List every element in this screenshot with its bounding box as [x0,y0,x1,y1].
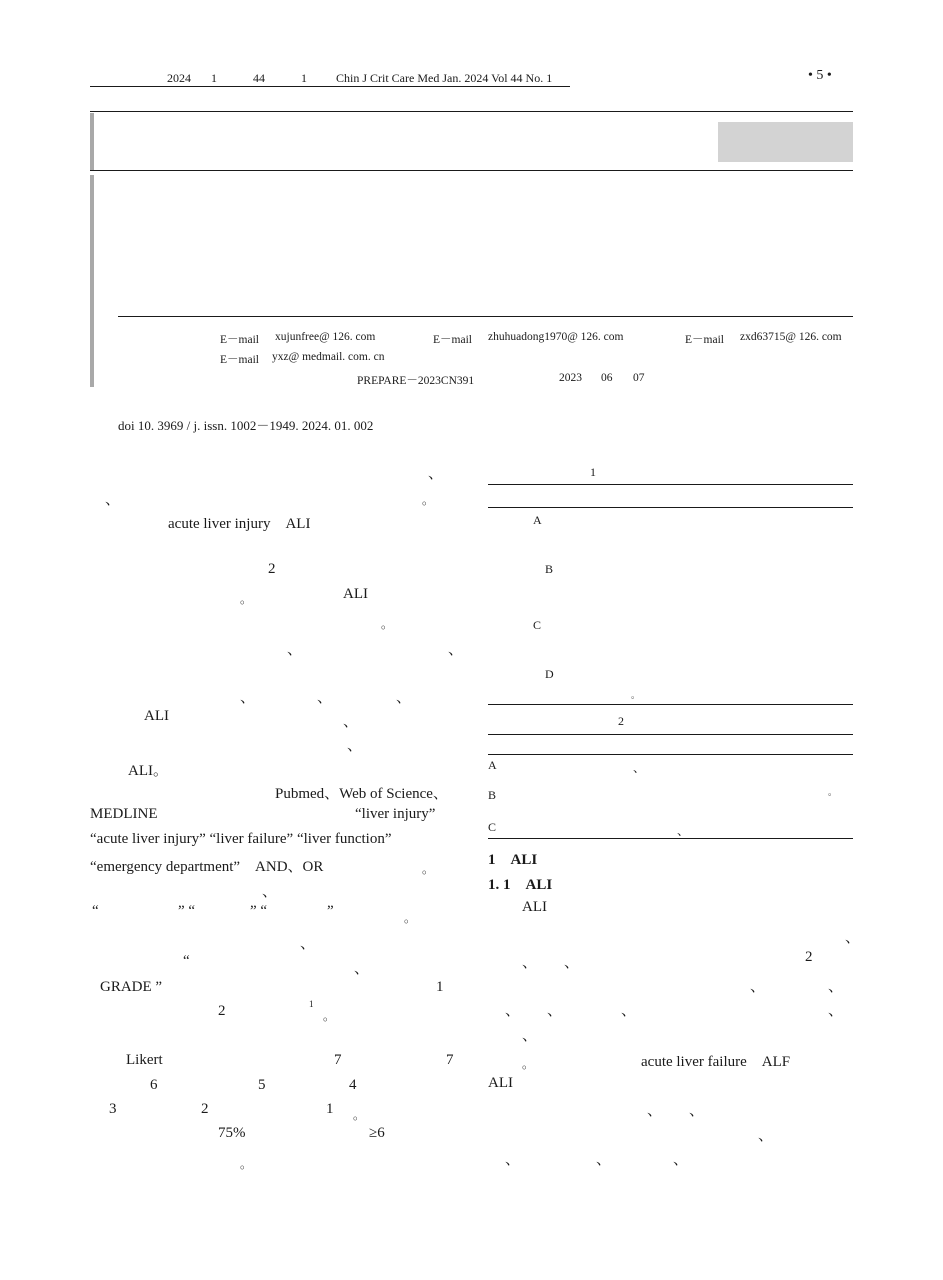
r-marks-8b: 、 [689,1103,705,1119]
l17-q3: ” “ [250,903,268,919]
email-label-3: E－mail [685,334,724,346]
table1-grade-a: A [533,513,542,527]
l4-num: 2 [268,561,276,577]
r-mark-1: 、 [845,930,861,946]
table2-header-rule [488,754,853,755]
l11-ali: ALI。 [128,763,168,779]
header-volume: 44 [253,71,265,85]
table2-level-a: A [488,758,497,772]
l16-mark: 、 [262,884,278,900]
l17-q4: ” [327,903,334,919]
email-4: yxz@ medmail. com. cn [272,351,385,363]
term-acute-liver-failure: acute liver failure ALF [641,1054,791,1070]
r-marks-10b: 、 [596,1152,612,1168]
l19-mark: 、 [354,961,370,977]
header-page-number: • 5 • [808,68,832,83]
r-marks-10c: 、 [673,1152,689,1168]
l23-n3: 4 [349,1077,357,1093]
r-marks-8a: 、 [647,1103,663,1119]
l8-mark-b: 、 [317,690,333,706]
article-type-box [718,122,853,162]
r-marks-4c: 、 [621,1003,637,1019]
l5-ali: ALI [343,586,368,602]
table1-mark: 。 [631,690,641,700]
header-journal: Chin J Crit Care Med Jan. 2024 Vol 44 No. 1 [336,71,553,85]
l22-n2: 7 [446,1052,454,1068]
header-rule [90,86,570,87]
l22-n1: 7 [334,1052,342,1068]
l25-ge: ≥6 [369,1125,385,1141]
databases: Pubmed、Web of Science、 [275,786,448,802]
table1-grade-d: D [545,667,554,681]
email-2: zhuhuadong1970@ 126. com [488,331,624,343]
registration-code: PREPARE－2023CN391 [357,375,475,387]
l26-mark: 。 [240,1157,253,1171]
table1-grade-c: C [533,618,542,632]
registration-year: 2023 [559,372,582,384]
doi: doi 10. 3969 / j. issn. 1002－1949. 2024. 01. 002 [118,418,374,433]
l19-q: “ [183,953,190,969]
r-marks-4a: 、 [505,1003,521,1019]
table2-level-c: C [488,820,497,834]
db-medline: MEDLINE [90,806,158,822]
l7-mark-b: 、 [448,642,464,658]
r-ali-2: ALI [488,1075,513,1091]
r-marks-2b: 、 [564,955,580,971]
r-marks-3b: 、 [828,979,844,995]
l8-mark-c: 、 [396,690,412,706]
r-marks-2a: 、 [522,955,538,971]
l6-mark: 。 [381,617,394,631]
header-issue: 1 [301,71,307,85]
header-year: 2024 [167,71,191,85]
section-1-heading: 1 ALI [488,852,538,868]
r-marks-3a: 、 [750,979,766,995]
table2-top-rule [488,734,853,735]
l24-n2: 2 [201,1101,209,1117]
l2-mark-b: 。 [422,493,435,507]
l21-ref: 1 [309,999,314,1009]
l10-mark: 、 [347,738,363,754]
r-marks-4d: 、 [828,1003,844,1019]
r-num-2: 2 [805,949,813,965]
l2-mark-a: 、 [105,492,121,508]
l5-mark: 。 [240,592,253,606]
table1-number: 1 [590,465,596,479]
title-bottom-rule [90,170,853,171]
l23-n2: 5 [258,1077,266,1093]
r-ali-1: ALI [522,899,547,915]
r-mark-5: 、 [522,1028,538,1044]
abstract-side-bar [90,175,94,387]
l21-num: 2 [218,1003,226,1019]
l9-mark: 、 [343,714,359,730]
table2-b-mark: 。 [828,787,838,797]
table1-top-rule [488,484,853,485]
email-label-2: E－mail [433,334,472,346]
registration-day: 07 [633,372,645,384]
table1-bottom-rule [488,704,853,705]
email-label-1: E－mail [220,334,259,346]
email-1: xujunfree@ 126. com [275,331,376,343]
section-1-1-heading: 1. 1 ALI [488,877,553,893]
r-mark-9: 、 [758,1128,774,1144]
l20-num: 1 [436,979,444,995]
table2-a-mark: 、 [633,761,646,775]
likert: Likert [126,1052,163,1068]
term-acute-liver-injury: acute liver injury ALI [168,516,311,532]
title-top-rule [90,111,853,112]
l1-mark: 、 [428,466,444,482]
registration-month: 06 [601,372,613,384]
l21-mark: 。 [323,1009,336,1023]
table2-number: 2 [618,714,624,728]
grade-label: GRADE ” [100,979,163,995]
email-3: zxd63715@ 126. com [740,331,842,343]
table2-bottom-rule [488,838,853,839]
kw-liver-injury: “liver injury” [355,806,436,822]
l25-pct: 75% [218,1125,246,1141]
kw-line-2: “acute liver injury” “liver failure” “liver function” [90,831,392,847]
l24-n3: 1 [326,1101,334,1117]
l9-ali: ALI [144,708,169,724]
l23-n1: 6 [150,1077,158,1093]
table2-c-mark: 、 [677,824,690,838]
l24-mark: 。 [353,1108,366,1122]
l17-q1: “ [92,903,99,919]
table1-grade-b: B [545,562,554,576]
title-side-bar [90,113,94,170]
l18-mark: 、 [300,936,316,952]
l8-mark-a: 、 [240,690,256,706]
email-label-4: E－mail [220,354,259,366]
r-mark-6: 。 [522,1057,535,1071]
table1-header-rule [488,507,853,508]
l15-mark: 。 [422,862,435,876]
r-marks-4b: 、 [547,1003,563,1019]
abstract-rule [118,316,853,317]
l17-mark: 。 [404,911,417,925]
l17-q2: ” “ [178,903,196,919]
table2-level-b: B [488,788,497,802]
header-month: 1 [211,71,217,85]
l24-n1: 3 [109,1101,117,1117]
l7-mark-a: 、 [287,642,303,658]
r-marks-10a: 、 [505,1152,521,1168]
kw-line-3: “emergency department” AND、OR [90,859,324,875]
